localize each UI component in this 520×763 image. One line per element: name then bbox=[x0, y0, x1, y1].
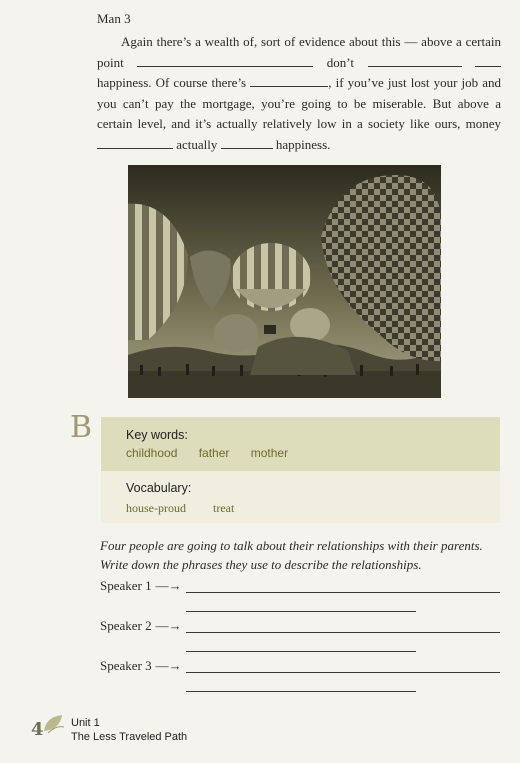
arrow-icon: —→ bbox=[155, 578, 182, 593]
answer-line-speaker-2b[interactable] bbox=[186, 651, 416, 652]
key-words-list bbox=[126, 446, 306, 460]
answer-line-speaker-1[interactable] bbox=[186, 592, 500, 593]
transcript-text-6: happiness. bbox=[275, 136, 331, 152]
key-words-title: Key words: bbox=[126, 428, 188, 442]
balloon-illustration bbox=[128, 165, 441, 398]
transcript-paragraph bbox=[97, 32, 501, 156]
speaker-label: Man 3 bbox=[97, 11, 131, 26]
transcript-text-3: happiness. Of course there’s bbox=[97, 75, 247, 91]
answer-blank-5[interactable] bbox=[97, 136, 173, 149]
answer-blank-1[interactable] bbox=[137, 54, 313, 67]
key-word: childhood bbox=[126, 446, 178, 460]
transcript-text-4: , if you’ve just lost your job and you can’t pay the mortgage, you’re going to be miserable. But above a certain level, and it’s actually relatively low in a society like ours, money bbox=[97, 75, 501, 132]
answer-blank-4[interactable] bbox=[250, 74, 328, 87]
answer-line-speaker-2[interactable] bbox=[186, 632, 500, 633]
vocabulary-list bbox=[126, 501, 258, 516]
answer-blank-6[interactable] bbox=[221, 136, 273, 149]
transcript-text-2: don’t bbox=[326, 54, 354, 70]
vocabulary-title: Vocabulary: bbox=[126, 481, 192, 495]
key-word: father bbox=[198, 446, 230, 460]
transcript-text-5: actually bbox=[176, 136, 218, 152]
speaker-3-label: Speaker 3 —→ bbox=[100, 658, 182, 673]
vocabulary-word: house-proud bbox=[126, 501, 186, 515]
answer-blank-3[interactable] bbox=[475, 54, 501, 67]
arrow-icon: —→ bbox=[155, 618, 182, 633]
arrow-icon: —→ bbox=[155, 658, 182, 673]
section-letter-b: B bbox=[70, 410, 93, 445]
vocabulary-word: treat bbox=[213, 501, 235, 515]
hot-air-balloon-photo bbox=[128, 165, 441, 398]
speaker-2-label: Speaker 2 —→ bbox=[100, 618, 182, 633]
answer-blank-2[interactable] bbox=[368, 54, 462, 67]
answer-line-speaker-3b[interactable] bbox=[186, 691, 416, 692]
speaker-1-label: Speaker 1 —→ bbox=[100, 578, 182, 593]
unit-title: The Less Traveled Path bbox=[71, 731, 188, 743]
exercise-instructions: Four people are going to talk about their relationships with their parents. Write down the phrases they use to describe the relationships. bbox=[100, 538, 483, 572]
answer-line-speaker-3[interactable] bbox=[186, 672, 500, 673]
transcript-text-1: Again there’s a wealth of, sort of evidence about this — above a certain point bbox=[97, 34, 501, 70]
answer-line-speaker-1b[interactable] bbox=[186, 611, 416, 612]
page-number: 4 bbox=[31, 719, 44, 740]
leaf-icon bbox=[42, 713, 68, 735]
unit-label: Unit 1 bbox=[71, 717, 100, 729]
key-word: mother bbox=[250, 446, 289, 460]
key-words-box bbox=[101, 417, 500, 523]
